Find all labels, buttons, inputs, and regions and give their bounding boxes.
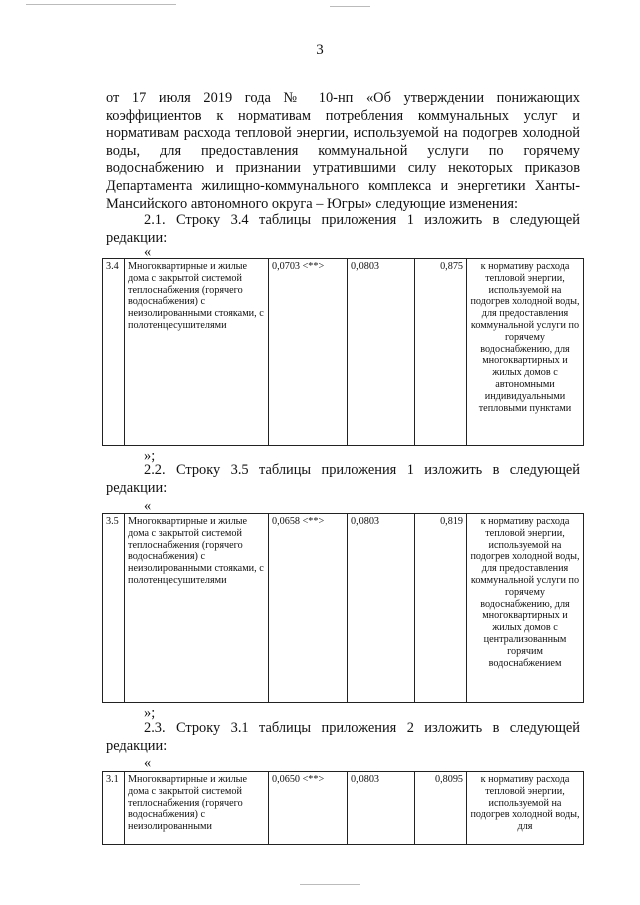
row-number: 3.1 [103, 772, 125, 845]
open-quote: « [144, 755, 152, 771]
row-value-1: 0,0703 <**> [269, 259, 348, 446]
row-value-2: 0,0803 [348, 772, 415, 845]
table-row-3-4 [102, 258, 584, 446]
close-quote: »; [144, 448, 156, 464]
open-quote: « [144, 244, 152, 260]
row-value-2: 0,0803 [348, 259, 415, 446]
table-row-3-5 [102, 513, 584, 703]
scan-artifact [26, 4, 176, 5]
page-number: 3 [316, 42, 324, 58]
row-note: к нормативу расхода тепловой энергии, используемой на подогрев холодной воды, для предоставления коммунальной услуги по горячему водоснабжению, для многоквартирных и жилых домов с централизованным горячим водоснабжением [467, 514, 584, 703]
intro-paragraph: от 17 июля 2019 года № 10-нп «Об утверждении понижающих коэффициентов к нормативам потребления коммунальных услуг и нормативам расхода тепловой энергии, используемой на подогрев холодной воды, для предоставления коммунальной услуги по горячему водоснабжению и признании утратившими силу некоторых приказов Департамента жилищно-коммунального комплекса и энергетики Ханты-Мансийского автономного округа – Югры» следующие изменения: [106, 90, 580, 212]
row-value-3: 0,875 [415, 259, 467, 446]
scan-artifact [300, 884, 360, 885]
section-heading: 2.1. Строку 3.4 таблицы приложения 1 изложить в следующей редакции: [106, 212, 580, 246]
row-name: Многоквартирные и жилые дома с закрытой системой теплоснабжения (горячего водоснабжения) с неизолированными стояками, с полотенцесушителями [125, 514, 269, 703]
row-value-3: 0,819 [415, 514, 467, 703]
close-quote: »; [144, 705, 156, 721]
scan-artifact [330, 6, 370, 7]
table-row-3-1 [102, 771, 584, 845]
row-note: к нормативу расхода тепловой энергии, используемой на подогрев холодной воды, для предоставления коммунальной услуги по горячему водоснабжению, для многоквартирных и жилых домов с автономными индивидуальными тепловыми пунктами [467, 259, 584, 446]
row-value-1: 0,0650 <**> [269, 772, 348, 845]
row-value-2: 0,0803 [348, 514, 415, 703]
section-heading: 2.3. Строку 3.1 таблицы приложения 2 изложить в следующей редакции: [106, 720, 580, 754]
row-number: 3.4 [103, 259, 125, 446]
row-value-1: 0,0658 <**> [269, 514, 348, 703]
row-name: Многоквартирные и жилые дома с закрытой системой теплоснабжения (горячего водоснабжения) с неизолированными стояками, с полотенцесушителями [125, 259, 269, 446]
row-name: Многоквартирные и жилые дома с закрытой системой теплоснабжения (горячего водоснабжения) с неизолированными [125, 772, 269, 845]
open-quote: « [144, 498, 152, 514]
row-number: 3.5 [103, 514, 125, 703]
row-value-3: 0,8095 [415, 772, 467, 845]
row-note: к нормативу расхода тепловой энергии, используемой на подогрев холодной воды, для [467, 772, 584, 845]
section-heading: 2.2. Строку 3.5 таблицы приложения 1 изложить в следующей редакции: [106, 462, 580, 496]
